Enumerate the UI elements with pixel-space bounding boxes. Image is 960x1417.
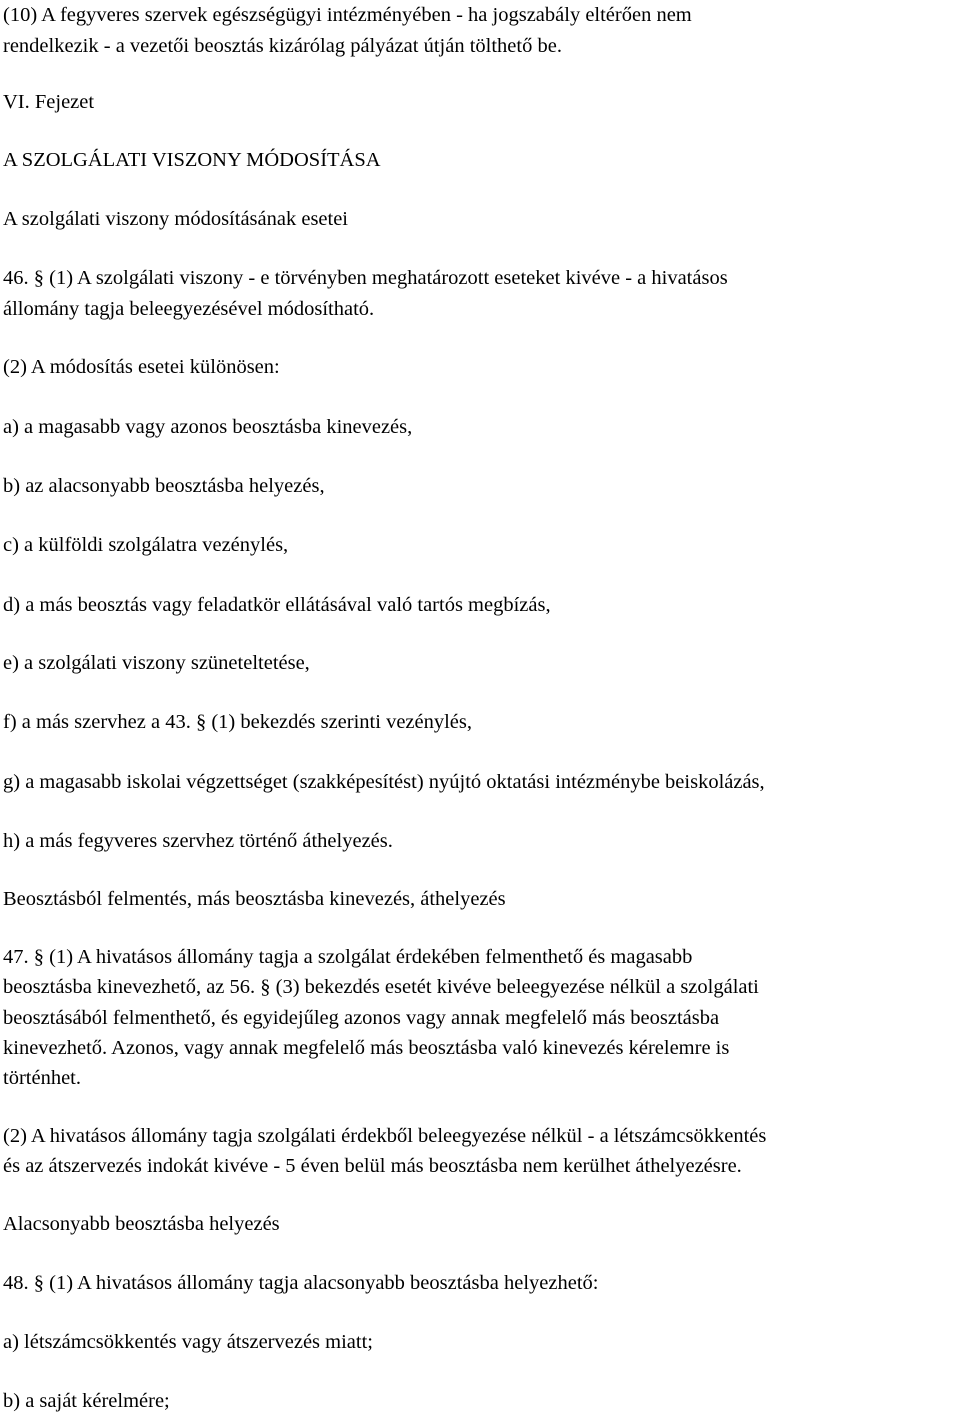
section-47-2-line-2: és az átszervezés indokát kivéve - 5 éven belül más beosztásba nem kerülhet áthelyezésre.	[3, 1155, 742, 1177]
list-item-a: a) a magasabb vagy azonos beosztásba kinevezés,	[3, 416, 413, 438]
section-subtitle: Beosztásból felmentés, más beosztásba kinevezés, áthelyezés	[3, 888, 506, 910]
list-item-b: b) a saját kérelmére;	[3, 1390, 170, 1412]
list-item-f: f) a más szervhez a 43. § (1) bekezdés szerinti vezénylés,	[3, 711, 473, 733]
section-47-2-line-1: (2) A hivatásos állomány tagja szolgálati érdekből beleegyezése nélkül - a létszámcsökkentés	[3, 1125, 767, 1147]
list-item-b: b) az alacsonyabb beosztásba helyezés,	[3, 475, 325, 497]
section-46-line-1: 46. § (1) A szolgálati viszony - e törvényben meghatározott eseteket kivéve - a hivatásos	[3, 267, 728, 289]
list-item-g: g) a magasabb iskolai végzettséget (szakképesítést) nyújtó oktatási intézménybe beiskolázás,	[3, 771, 765, 793]
section-48-line-1: 48. § (1) A hivatásos állomány tagja alacsonyabb beosztásba helyezhető:	[3, 1272, 599, 1294]
section-46-line-2: állomány tagja beleegyezésével módosítható.	[3, 298, 375, 320]
section-47-line-5: történhet.	[3, 1067, 81, 1089]
list-item-a: a) létszámcsökkentés vagy átszervezés miatt;	[3, 1331, 373, 1353]
paragraph-10-line-2: rendelkezik - a vezetői beosztás kizárólag pályázat útján tölthető be.	[3, 35, 562, 57]
section-47-line-4: kinevezhető. Azonos, vagy annak megfelelő más beosztásba való kinevezés kérelemre is	[3, 1037, 730, 1059]
paragraph-2-intro: (2) A módosítás esetei különösen:	[3, 356, 280, 378]
list-item-c: c) a külföldi szolgálatra vezénylés,	[3, 534, 289, 556]
list-item-h: h) a más fegyveres szervhez történő áthelyezés.	[3, 830, 393, 852]
list-item-d: d) a más beosztás vagy feladatkör ellátásával való tartós megbízás,	[3, 594, 551, 616]
list-item-e: e) a szolgálati viszony szüneteltetése,	[3, 652, 310, 674]
paragraph-10-line-1: (10) A fegyveres szervek egészségügyi intézményében - ha jogszabály eltérően nem	[3, 4, 692, 26]
chapter-title: A SZOLGÁLATI VISZONY MÓDOSÍTÁSA	[3, 149, 381, 171]
section-subtitle: A szolgálati viszony módosításának esetei	[3, 208, 349, 230]
section-47-line-1: 47. § (1) A hivatásos állomány tagja a szolgálat érdekében felmenthető és magasabb	[3, 946, 693, 968]
section-subtitle: Alacsonyabb beosztásba helyezés	[3, 1213, 280, 1235]
section-47-line-2: beosztásba kinevezhető, az 56. § (3) bekezdés esetét kivéve beleegyezése nélkül a szolgálati	[3, 976, 759, 998]
section-47-line-3: beosztásából felmenthető, és egyidejűleg azonos vagy annak megfelelő más beosztásba	[3, 1007, 720, 1029]
chapter-heading: VI. Fejezet	[3, 91, 95, 113]
